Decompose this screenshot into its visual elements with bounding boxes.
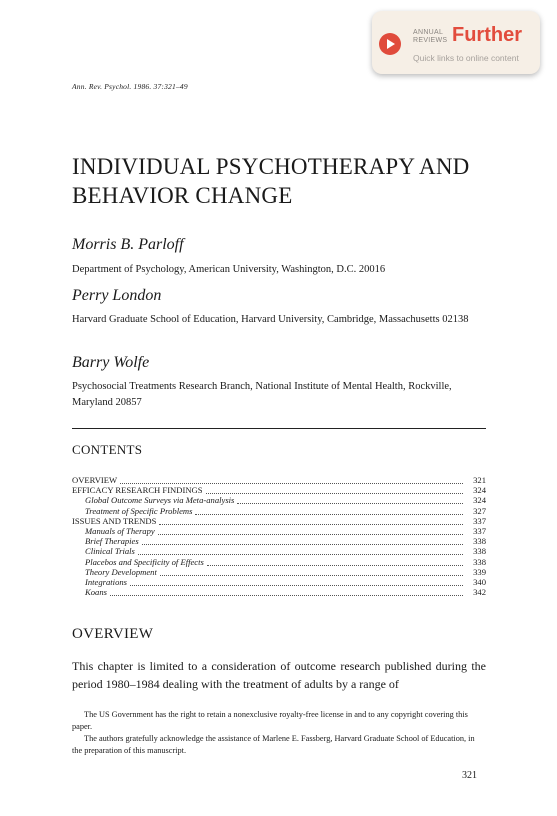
overview-heading: OVERVIEW — [72, 626, 154, 642]
toc-page: 338 — [473, 546, 486, 557]
annual-reviews-further-badge[interactable] — [372, 11, 540, 74]
toc-page: 340 — [473, 576, 486, 587]
author-name: Morris B. Parloff — [72, 236, 184, 253]
toc-page: 338 — [473, 556, 486, 567]
badge-brand-line1: ANNUAL — [413, 29, 444, 36]
toc-entry[interactable] — [72, 546, 486, 556]
play-circle-icon — [379, 33, 401, 55]
toc-label: ISSUES AND TRENDS — [72, 515, 157, 526]
toc-entry[interactable] — [72, 485, 486, 495]
toc-entry[interactable] — [72, 526, 486, 536]
badge-brand-line2: REVIEWS — [413, 37, 448, 44]
toc-page: 324 — [473, 485, 486, 496]
toc-page: 337 — [473, 525, 486, 536]
toc-label: Brief Therapies — [85, 536, 139, 547]
footnote: The authors gratefully acknowledge the assistance of Marlene E. Fassberg, Harvard Graduate School of Education, in the preparation of this manuscript. — [72, 734, 475, 755]
badge-subtitle: Quick links to online content — [413, 53, 519, 63]
author-affiliation: Department of Psychology, American University, Washington, D.C. 20016 — [72, 264, 386, 275]
toc-label: Theory Development — [85, 566, 157, 577]
title-line-1: INDIVIDUAL PSYCHOTHERAPY AND — [72, 154, 470, 179]
toc-label: Clinical Trials — [85, 546, 135, 557]
toc-page: 337 — [473, 515, 486, 526]
toc-label: Placebos and Specificity of Effects — [85, 556, 204, 567]
toc-entry[interactable] — [72, 557, 486, 567]
toc-page: 327 — [473, 505, 486, 516]
toc-label: Manuals of Therapy — [85, 525, 155, 536]
badge-further-word: Further — [452, 24, 522, 46]
author-name: Perry London — [72, 287, 162, 304]
toc-entry[interactable] — [72, 577, 486, 587]
toc-label: Treatment of Specific Problems — [85, 505, 193, 516]
toc-entry[interactable] — [72, 516, 486, 526]
toc-entry[interactable] — [72, 587, 486, 597]
author-name: Barry Wolfe — [72, 354, 150, 371]
journal-citation: Ann. Rev. Psychol. 1986. 37:321–49 — [72, 82, 188, 91]
toc-entry[interactable] — [72, 495, 486, 505]
body-paragraph: This chapter is limited to a consideration of outcome research published during the period 1980–1984 dealing with the treatment of adults by a range of — [72, 659, 486, 691]
toc-page: 321 — [473, 475, 486, 485]
toc-entry[interactable] — [72, 567, 486, 577]
section-divider — [72, 428, 486, 429]
contents-heading: CONTENTS — [72, 442, 143, 457]
toc-label: Koans — [85, 587, 107, 598]
toc-page: 342 — [473, 587, 486, 598]
toc-entry[interactable] — [72, 536, 486, 546]
toc-entry[interactable] — [72, 506, 486, 516]
toc-page: 339 — [473, 566, 486, 577]
author-affiliation: Harvard Graduate School of Education, Harvard University, Cambridge, Massachusetts 02138 — [72, 314, 469, 325]
page-number: 321 — [462, 770, 477, 781]
toc-label: Integrations — [85, 576, 128, 587]
author-affiliation: Psychosocial Treatments Research Branch, National Institute of Mental Health, Rockville, Maryland 20857 — [72, 381, 452, 408]
table-of-contents — [72, 475, 486, 597]
toc-label: OVERVIEW — [72, 475, 118, 485]
title-line-2: BEHAVIOR CHANGE — [72, 183, 293, 208]
toc-label: Global Outcome Surveys via Meta-analysis — [85, 495, 235, 506]
toc-label: EFFICACY RESEARCH FINDINGS — [72, 485, 203, 496]
footnotes — [72, 709, 486, 757]
toc-page: 324 — [473, 495, 486, 506]
footnote: The US Government has the right to retain a nonexclusive royalty-free license in and to any copyright covering this paper. — [72, 710, 468, 731]
badge-brand — [413, 29, 453, 45]
toc-page: 338 — [473, 536, 486, 547]
article-title — [72, 152, 502, 210]
toc-entry[interactable] — [72, 475, 486, 485]
